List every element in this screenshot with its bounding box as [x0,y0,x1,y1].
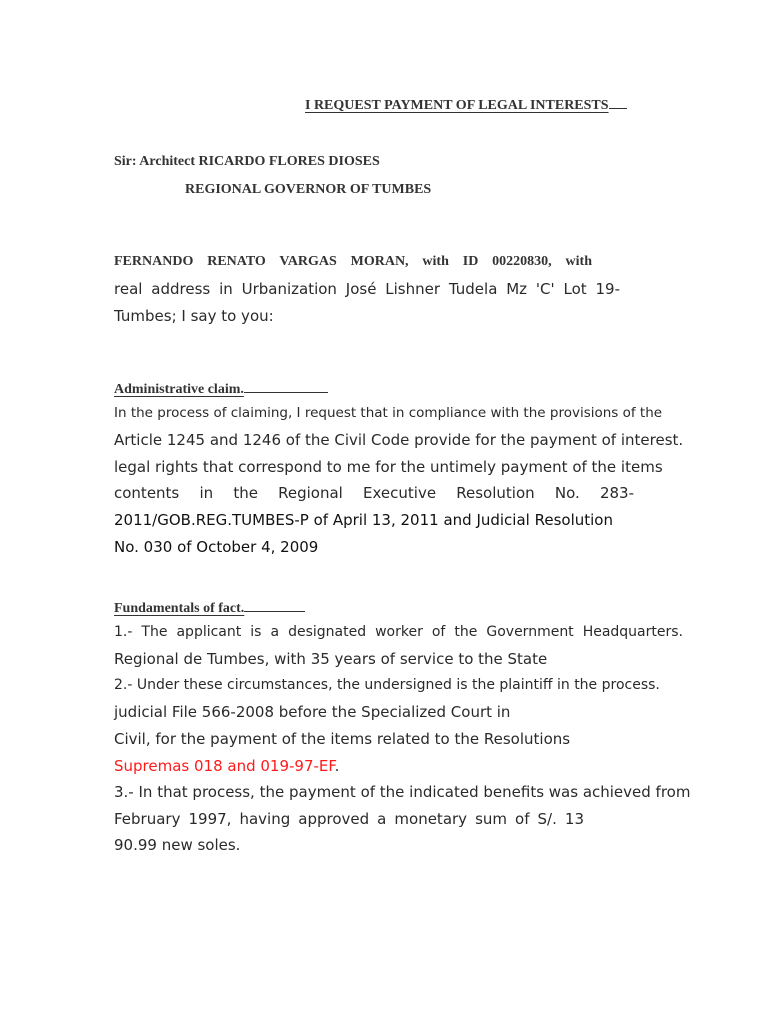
facts-heading [114,598,305,617]
facts-line-7: 3.- In that process, the payment of the indicated benefits was achieved from [114,783,691,801]
facts-line-1: 1.- The applicant is a designated worker of the Government Headquarters. [114,624,683,640]
claim-line-2: Article 1245 and 1246 of the Civil Code provide for the payment of interest. [114,431,684,449]
facts-line-8: February 1997, having approved a monetary sum of S/. 13 [114,810,584,828]
facts-line-9: 90.99 new soles. [114,836,241,854]
claim-heading-text: Administrative claim. [114,382,244,397]
addressee-line: Sir: Architect RICARDO FLORES DIOSES [114,154,380,169]
intro-line-1: FERNANDO RENATO VARGAS MORAN, with ID 00220830, with [114,254,592,269]
claim-line-3: legal rights that correspond to me for the untimely payment of the items [114,458,663,476]
facts-heading-rule [244,598,305,612]
facts-heading-text: Fundamentals of fact. [114,601,245,616]
facts-line-3: 2.- Under these circumstances, the undersigned is the plaintiff in the process. [114,677,660,693]
claim-line-4: contents in the Regional Executive Resolution No. 283- [114,484,634,502]
facts-line-2: Regional de Tumbes, with 35 years of service to the State [114,650,548,668]
facts-line-6-tail: . [334,757,340,775]
title-underline-tail [609,95,627,109]
title-text: I REQUEST PAYMENT OF LEGAL INTERESTS [305,98,609,113]
document-title [305,95,627,114]
addressee-role: REGIONAL GOVERNOR OF TUMBES [185,182,432,197]
claim-heading [114,379,328,398]
intro-line-2: real address in Urbanization José Lishner Tudela Mz 'C' Lot 19- [114,280,620,298]
facts-line-5: Civil, for the payment of the items related to the Resolutions [114,730,571,748]
claim-heading-rule [244,379,328,393]
facts-line-4: judicial File 566-2008 before the Specialized Court in [114,703,511,721]
facts-line-6 [114,757,339,775]
intro-line-3: Tumbes; I say to you: [114,307,274,325]
claim-line-1: In the process of claiming, I request that in compliance with the provisions of the [114,405,663,421]
claim-line-6: No. 030 of October 4, 2009 [114,538,319,556]
claim-line-5: 2011/GOB.REG.TUMBES-P of April 13, 2011 and Judicial Resolution [114,511,613,529]
supreme-resolutions-reference: Supremas 018 and 019-97-EF [114,757,335,775]
